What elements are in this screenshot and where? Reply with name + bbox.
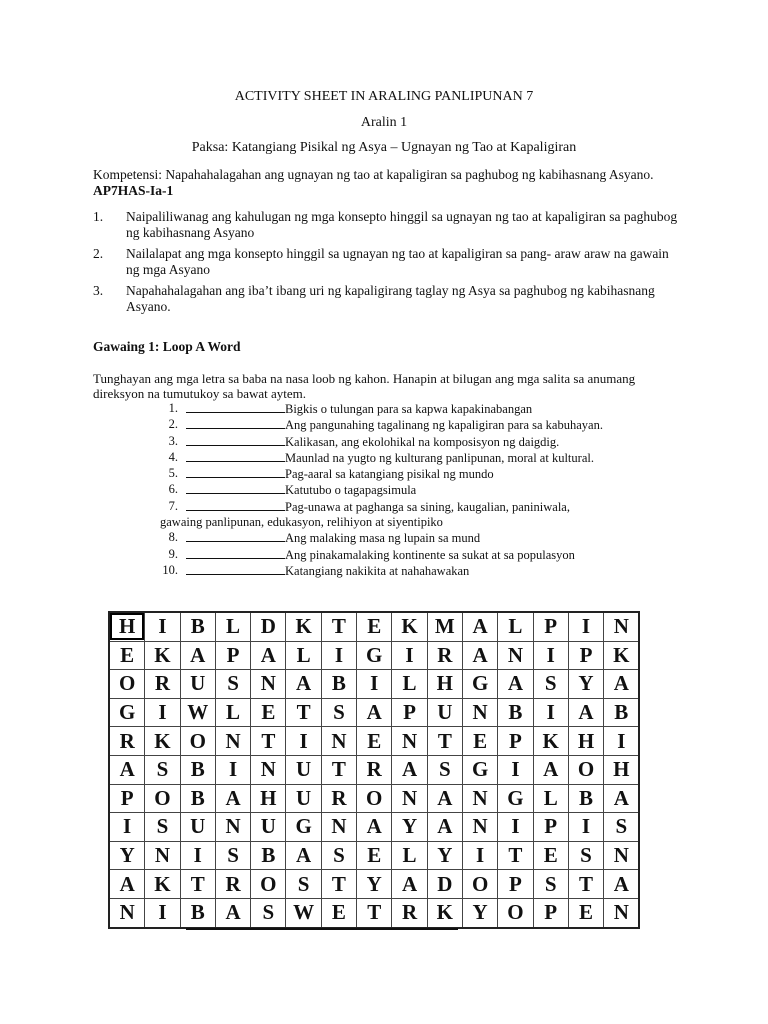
grid-letter[interactable]: D <box>427 870 462 899</box>
grid-letter[interactable]: P <box>533 813 568 842</box>
grid-letter[interactable]: W <box>286 898 321 927</box>
grid-letter[interactable]: R <box>145 670 180 699</box>
grid-letter[interactable]: A <box>427 813 462 842</box>
item-text: Pag-unawa at paghanga sa sining, kaugalian, paniniwala, <box>285 499 570 514</box>
grid-letter[interactable]: R <box>321 784 356 813</box>
grid-letter[interactable]: G <box>357 641 392 670</box>
activity-item <box>160 563 680 579</box>
grid-letter[interactable]: N <box>392 727 427 756</box>
item-text: Ang malaking masa ng lupain sa mund <box>285 531 481 546</box>
grid-letter[interactable]: G <box>462 755 497 784</box>
objective-text: Naipaliliwanag ang kahulugan ng mga konsepto hinggil sa ugnayan ng tao at kapaligiran sa paghubog ng kabihasnang Asyano <box>126 209 678 240</box>
grid-letter[interactable]: A <box>604 870 640 899</box>
grid-row <box>109 698 639 727</box>
grid-letter[interactable]: E <box>357 612 392 641</box>
grid-letter[interactable]: A <box>357 698 392 727</box>
item-text: Bigkis o tulungan para sa kapwa kapakinabangan <box>285 402 533 416</box>
activity-item <box>160 547 680 563</box>
objective-item <box>93 246 683 277</box>
grid-letter[interactable]: B <box>251 841 286 870</box>
grid-letter[interactable]: P <box>498 727 533 756</box>
grid-letter[interactable]: O <box>568 755 603 784</box>
item-number: 3. <box>168 433 178 448</box>
grid-letter[interactable]: R <box>215 870 250 899</box>
activity-item <box>160 499 680 515</box>
grid-letter[interactable]: T <box>427 727 462 756</box>
item-number: 4. <box>168 449 178 464</box>
grid-letter[interactable]: Y <box>357 870 392 899</box>
grid-letter[interactable]: O <box>251 870 286 899</box>
grid-letter[interactable]: N <box>604 841 640 870</box>
grid-letter[interactable]: T <box>321 755 356 784</box>
objective-text: Nailalapat ang mga konsepto hinggil sa ugnayan ng tao at kapaligiran sa pang- araw araw na gawain ng mga Asyano <box>126 246 669 277</box>
item-text: Kalikasan, ang ekolohikal na komposisyon ng daigdig. <box>285 434 560 449</box>
grid-letter[interactable]: A <box>180 641 215 670</box>
grid-letter[interactable]: N <box>321 813 356 842</box>
grid-letter[interactable]: I <box>215 755 250 784</box>
grid-letter[interactable]: K <box>604 641 640 670</box>
grid-letter[interactable]: R <box>357 755 392 784</box>
lesson-number: Aralin 1 <box>360 115 408 130</box>
grid-row <box>109 670 639 699</box>
grid-letter[interactable]: T <box>568 870 603 899</box>
grid-letter[interactable]: I <box>321 641 356 670</box>
objective-number: 1. <box>93 209 104 224</box>
answer-blank[interactable] <box>186 466 285 478</box>
grid-letter[interactable]: P <box>215 641 250 670</box>
grid-row <box>109 755 639 784</box>
grid-letter[interactable]: G <box>498 784 533 813</box>
grid-letter[interactable]: N <box>215 813 250 842</box>
grid-letter[interactable]: G <box>109 698 145 727</box>
grid-letter[interactable]: B <box>180 612 215 641</box>
grid-letter[interactable]: E <box>568 898 603 927</box>
grid-letter[interactable]: A <box>392 755 427 784</box>
grid-letter[interactable]: S <box>321 841 356 870</box>
grid-letter[interactable]: I <box>392 641 427 670</box>
grid-letter[interactable]: S <box>251 898 286 927</box>
grid-letter[interactable]: Y <box>462 898 497 927</box>
item-number: 7. <box>168 498 178 513</box>
grid-letter[interactable]: K <box>286 612 321 641</box>
grid-letter[interactable]: A <box>604 670 640 699</box>
grid-letter[interactable]: A <box>251 641 286 670</box>
item-number: 6. <box>168 482 178 497</box>
grid-letter[interactable]: A <box>462 641 497 670</box>
grid-letter[interactable]: P <box>533 898 568 927</box>
answer-blank[interactable] <box>186 547 285 559</box>
grid-letter[interactable]: O <box>498 898 533 927</box>
answer-blank[interactable] <box>186 482 285 494</box>
grid-letter[interactable]: N <box>109 898 145 927</box>
item-text: Maunlad na yugto ng kulturang panlipunan, moral at kultural. <box>285 450 594 465</box>
objective-item <box>93 283 683 314</box>
objective-number: 2. <box>93 246 104 261</box>
grid-letter[interactable]: H <box>427 670 462 699</box>
grid-row <box>109 612 639 641</box>
grid-letter[interactable]: N <box>462 784 497 813</box>
grid-letter[interactable]: T <box>321 870 356 899</box>
grid-letter[interactable]: A <box>392 870 427 899</box>
grid-letter[interactable]: R <box>392 898 427 927</box>
item-number: 5. <box>168 466 178 481</box>
activity-items <box>160 401 680 579</box>
grid-letter[interactable]: S <box>145 813 180 842</box>
grid-letter[interactable]: S <box>568 841 603 870</box>
grid-letter[interactable]: B <box>498 698 533 727</box>
grid-letter[interactable]: L <box>498 612 533 641</box>
answer-blank[interactable] <box>186 417 285 429</box>
grid-letter[interactable]: E <box>357 841 392 870</box>
activity-title: Gawaing 1: Loop A Word <box>93 339 241 354</box>
grid-letter[interactable]: N <box>321 727 356 756</box>
grid-letter[interactable]: I <box>604 727 640 756</box>
grid-letter[interactable]: S <box>286 870 321 899</box>
grid-letter[interactable]: P <box>109 784 145 813</box>
grid-letter[interactable]: S <box>215 670 250 699</box>
grid-letter[interactable]: I <box>357 670 392 699</box>
grid-letter[interactable]: E <box>251 698 286 727</box>
grid-letter[interactable]: I <box>462 841 497 870</box>
grid-letter[interactable]: H <box>109 612 145 641</box>
grid-letter[interactable]: K <box>392 612 427 641</box>
answer-blank[interactable] <box>186 401 285 413</box>
grid-letter[interactable]: N <box>215 727 250 756</box>
grid-letter[interactable]: A <box>533 755 568 784</box>
grid-letter[interactable]: I <box>498 813 533 842</box>
grid-letter[interactable]: O <box>462 870 497 899</box>
grid-letter[interactable]: N <box>604 612 640 641</box>
grid-letter[interactable]: B <box>604 698 640 727</box>
grid-letter[interactable]: P <box>392 698 427 727</box>
competency-code: AP7HAS-Ia-1 <box>93 183 174 198</box>
answer-blank[interactable] <box>186 499 285 511</box>
grid-letter[interactable]: S <box>321 698 356 727</box>
activity-item <box>160 401 680 417</box>
grid-letter[interactable]: A <box>568 698 603 727</box>
grid-letter[interactable]: N <box>498 641 533 670</box>
grid-letter[interactable]: N <box>145 841 180 870</box>
grid-letter[interactable]: Y <box>392 813 427 842</box>
grid-letter[interactable]: I <box>568 813 603 842</box>
grid-letter[interactable]: R <box>427 641 462 670</box>
grid-letter[interactable]: U <box>180 813 215 842</box>
grid-letter[interactable]: H <box>251 784 286 813</box>
grid-row <box>109 841 639 870</box>
activity-item <box>160 466 680 482</box>
grid-letter[interactable]: N <box>251 670 286 699</box>
grid-letter[interactable]: I <box>145 612 180 641</box>
topic-line: Paksa: Katangiang Pisikal ng Asya – Ugnayan ng Tao at Kapaligiran <box>191 140 577 155</box>
item-text-continuation: gawaing panlipunan, edukasyon, relihiyon at siyentipiko <box>160 515 443 530</box>
grid-letter[interactable]: P <box>568 641 603 670</box>
grid-row <box>109 727 639 756</box>
grid-letter[interactable]: K <box>427 898 462 927</box>
word-search-grid <box>108 611 640 929</box>
grid-letter[interactable]: A <box>215 784 250 813</box>
grid-letter[interactable]: I <box>286 727 321 756</box>
grid-letter[interactable]: G <box>462 670 497 699</box>
grid-letter[interactable]: O <box>109 670 145 699</box>
grid-letter[interactable]: P <box>498 870 533 899</box>
answer-blank[interactable] <box>186 434 285 446</box>
grid-letter[interactable]: S <box>533 870 568 899</box>
grid-letter[interactable]: O <box>180 727 215 756</box>
grid-letter[interactable]: I <box>498 755 533 784</box>
grid-letter[interactable]: I <box>533 641 568 670</box>
grid-letter[interactable]: P <box>533 612 568 641</box>
grid-letter[interactable]: H <box>604 755 640 784</box>
grid-letter[interactable]: A <box>498 670 533 699</box>
grid-letter[interactable]: W <box>180 698 215 727</box>
grid-letter[interactable]: K <box>145 641 180 670</box>
grid-letter[interactable]: B <box>568 784 603 813</box>
grid-letter[interactable]: A <box>462 612 497 641</box>
grid-letter[interactable]: B <box>180 898 215 927</box>
grid-letter[interactable]: B <box>180 784 215 813</box>
grid-letter[interactable]: L <box>392 841 427 870</box>
grid-letter[interactable]: B <box>180 755 215 784</box>
grid-underline-mark <box>186 928 458 930</box>
grid-letter[interactable]: D <box>251 612 286 641</box>
item-number: 9. <box>168 546 178 561</box>
grid-letter[interactable]: A <box>215 898 250 927</box>
grid-letter[interactable]: N <box>392 784 427 813</box>
grid-letter[interactable]: T <box>286 698 321 727</box>
sheet-title: ACTIVITY SHEET IN ARALING PANLIPUNAN 7 <box>234 89 534 104</box>
activity-item <box>160 434 680 450</box>
objective-number: 3. <box>93 283 104 298</box>
grid-letter[interactable]: L <box>533 784 568 813</box>
grid-letter[interactable]: S <box>533 670 568 699</box>
grid-letter[interactable]: L <box>392 670 427 699</box>
grid-letter[interactable]: U <box>286 755 321 784</box>
grid-letter[interactable]: K <box>145 870 180 899</box>
grid-letter[interactable]: U <box>251 813 286 842</box>
item-text: Pag-aaral sa katangiang pisikal ng mundo <box>285 467 494 482</box>
grid-letter[interactable]: A <box>427 784 462 813</box>
grid-letter[interactable]: A <box>286 670 321 699</box>
item-number: 8. <box>168 530 178 545</box>
grid-letter[interactable]: O <box>357 784 392 813</box>
grid-letter[interactable]: L <box>215 698 250 727</box>
grid-letter[interactable]: A <box>286 841 321 870</box>
grid-letter[interactable]: I <box>180 841 215 870</box>
grid-letter[interactable]: T <box>251 727 286 756</box>
item-text: Katutubo o tagapagsimula <box>285 483 417 498</box>
item-number: 1. <box>168 401 178 415</box>
grid-letter[interactable]: L <box>215 612 250 641</box>
grid-letter[interactable]: K <box>145 727 180 756</box>
grid-letter[interactable]: I <box>533 698 568 727</box>
grid-letter[interactable]: Y <box>109 841 145 870</box>
grid-row <box>109 641 639 670</box>
grid-letter[interactable]: A <box>109 755 145 784</box>
answer-blank[interactable] <box>186 450 285 462</box>
competency-text: Kompetensi: Napahahalagahan ang ugnayan ng tao at kapaligiran sa paghubog ng kabihasnang Asyano. <box>93 167 654 182</box>
grid-letter[interactable]: K <box>533 727 568 756</box>
activity-item <box>160 450 680 466</box>
grid-letter[interactable]: I <box>568 612 603 641</box>
grid-letter[interactable]: R <box>109 727 145 756</box>
activity-instruction: Tunghayan ang mga letra sa baba na nasa loob ng kahon. Hanapin at bilugan ang mga salita sa anumang direksyon na tumutukoy sa bawat aytem. <box>93 371 636 401</box>
grid-letter[interactable]: A <box>604 784 640 813</box>
grid-letter[interactable]: S <box>604 813 640 842</box>
grid-letter[interactable]: T <box>498 841 533 870</box>
grid-letter[interactable]: E <box>321 898 356 927</box>
activity-item <box>160 417 680 433</box>
grid-letter[interactable]: N <box>462 813 497 842</box>
grid-letter[interactable]: U <box>180 670 215 699</box>
item-number: 2. <box>168 417 178 432</box>
grid-letter[interactable]: T <box>321 612 356 641</box>
competency <box>93 167 683 199</box>
grid-letter[interactable]: T <box>357 898 392 927</box>
grid-letter[interactable]: S <box>427 755 462 784</box>
grid-letter[interactable]: U <box>427 698 462 727</box>
activity-item <box>160 530 680 546</box>
answer-blank[interactable] <box>186 530 285 542</box>
answer-blank[interactable] <box>186 563 285 575</box>
grid-letter[interactable]: Y <box>427 841 462 870</box>
objective-text: Napahahalagahan ang iba’t ibang uri ng kapaligirang taglay ng Asya sa paghubog ng kabihasnang Asyano. <box>126 283 655 314</box>
grid-letter[interactable]: T <box>180 870 215 899</box>
grid-letter[interactable]: U <box>286 784 321 813</box>
grid-letter[interactable]: E <box>357 727 392 756</box>
grid-letter[interactable]: N <box>462 698 497 727</box>
item-text: Ang pinakamalaking kontinente sa sukat at sa populasyon <box>285 547 575 562</box>
grid-letter[interactable]: A <box>357 813 392 842</box>
grid-letter[interactable]: G <box>286 813 321 842</box>
grid-letter[interactable]: A <box>109 870 145 899</box>
item-number: 10. <box>162 562 178 577</box>
item-text: Ang pangunahing tagalinang ng kapaligiran para sa kabuhayan. <box>285 418 603 433</box>
grid-letter[interactable]: S <box>215 841 250 870</box>
item-text: Katangiang nakikita at nahahawakan <box>285 563 470 578</box>
objectives-list <box>93 209 683 320</box>
grid-letter[interactable]: I <box>145 898 180 927</box>
grid-row <box>109 813 639 842</box>
grid-letter[interactable]: O <box>145 784 180 813</box>
grid-letter[interactable]: M <box>427 612 462 641</box>
grid-letter[interactable]: B <box>321 670 356 699</box>
grid-letter[interactable]: E <box>109 641 145 670</box>
grid-letter[interactable]: L <box>286 641 321 670</box>
grid-row <box>109 870 639 899</box>
grid-letter[interactable]: I <box>109 813 145 842</box>
activity-item <box>160 482 680 498</box>
grid-letter[interactable]: S <box>145 755 180 784</box>
grid-letter[interactable]: E <box>462 727 497 756</box>
grid-letter[interactable]: H <box>568 727 603 756</box>
grid-letter[interactable]: E <box>533 841 568 870</box>
grid-letter[interactable]: Y <box>568 670 603 699</box>
grid-row <box>109 898 639 927</box>
objective-item <box>93 209 683 240</box>
grid-row <box>109 784 639 813</box>
grid-letter[interactable]: I <box>145 698 180 727</box>
grid-letter[interactable]: N <box>604 898 640 927</box>
grid-letter[interactable]: N <box>251 755 286 784</box>
